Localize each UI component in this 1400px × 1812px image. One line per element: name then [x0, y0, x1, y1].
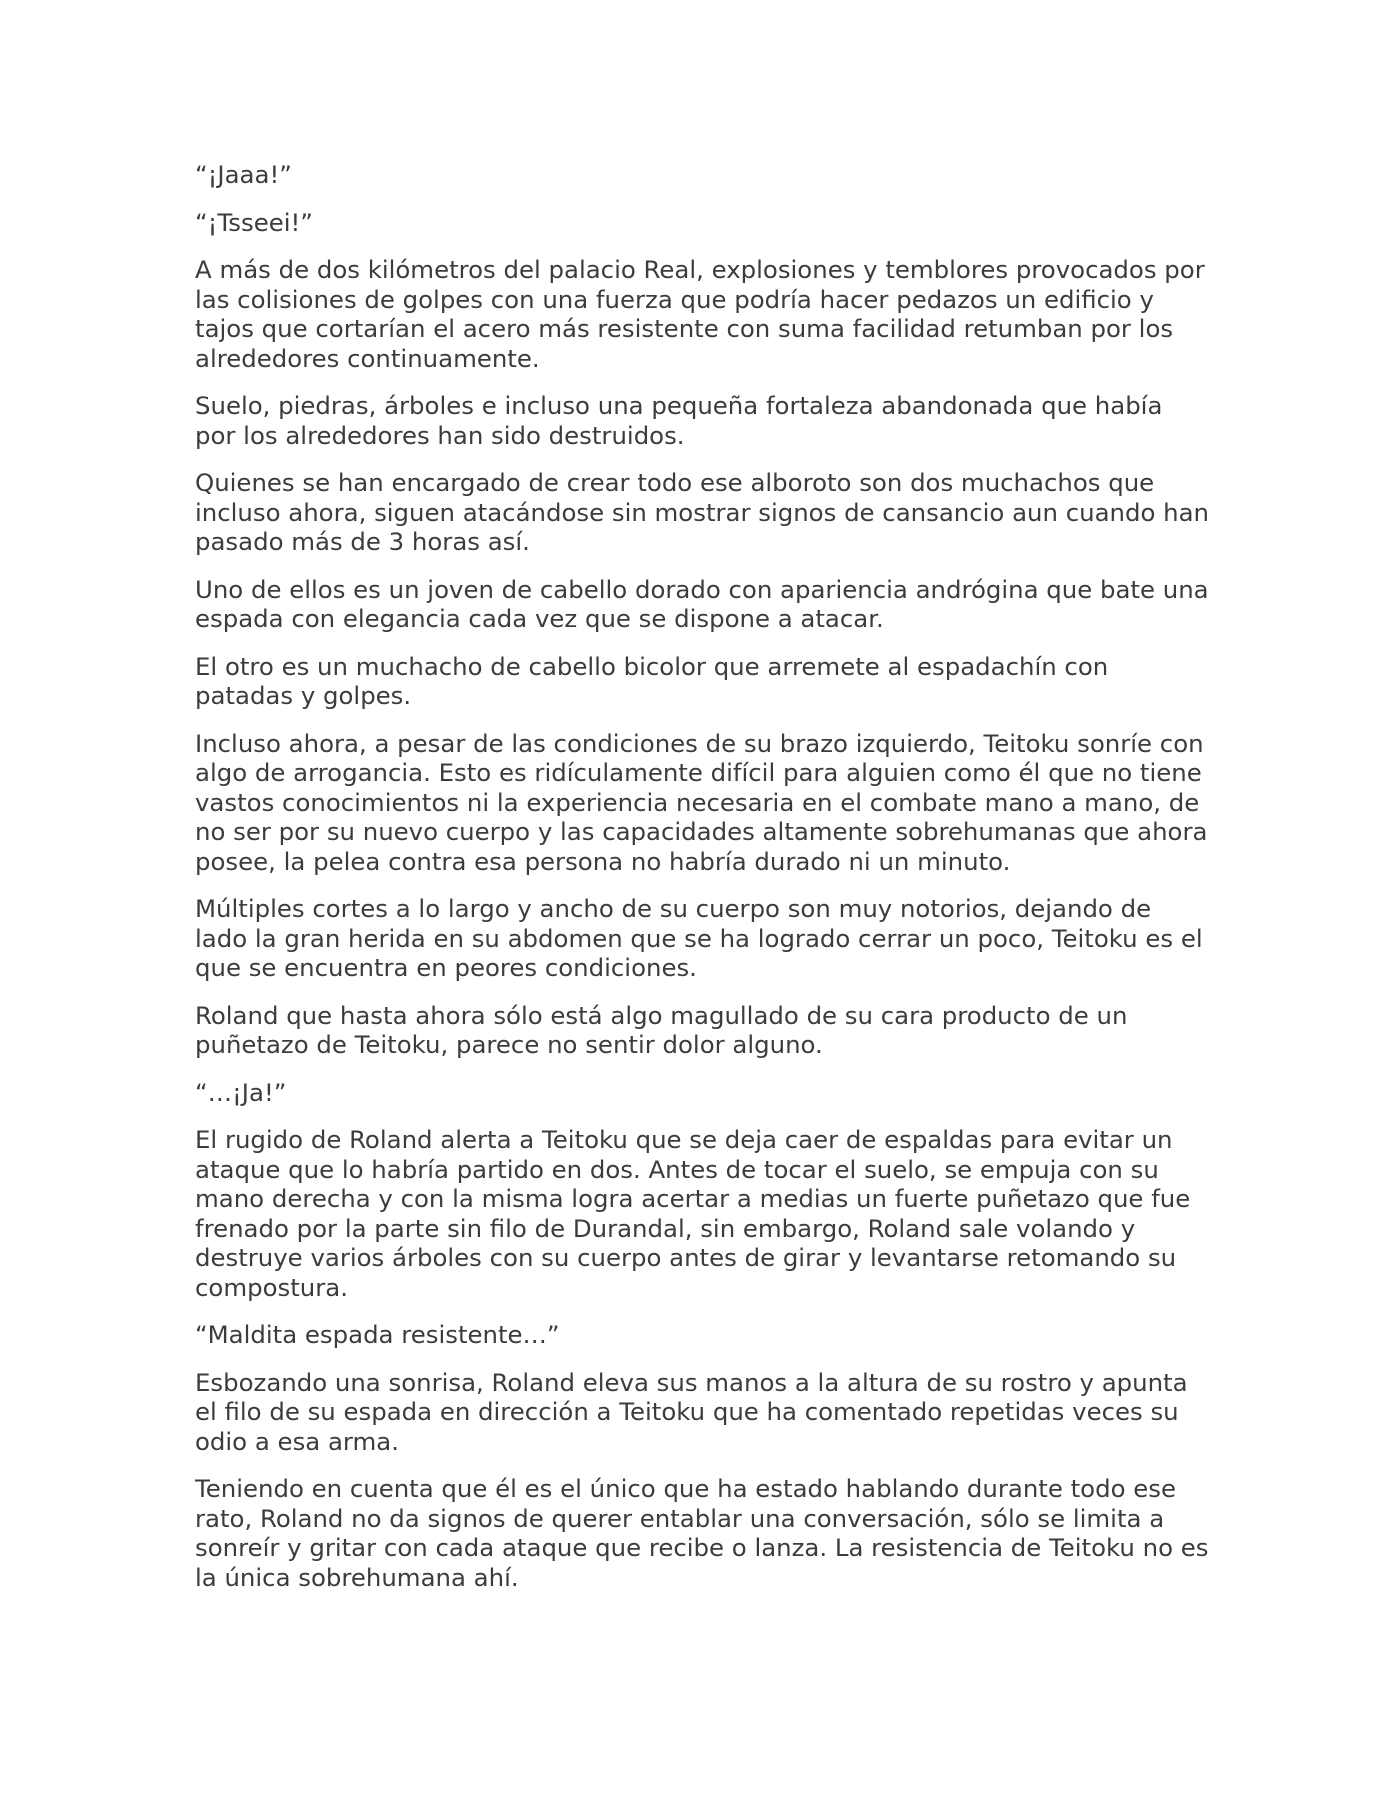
paragraph-5: Quienes se han encargado de crear todo ese alboroto son dos muchachos que incluso ahora, siguen atacándose sin mostrar signos de cansancio aun cuando han pasado más de 3 horas así.: [195, 468, 1210, 556]
paragraph-6: Uno de ellos es un joven de cabello dorado con apariencia andrógina que bate una espada con elegancia cada vez que se dispone a atacar.: [195, 574, 1209, 633]
paragraph-dialogue-1: “¡Jaaa!”: [195, 160, 292, 189]
paragraph-7: El otro es un muchacho de cabello bicolor que arremete al espadachín con patadas y golpes.: [195, 651, 1109, 710]
paragraph-dialogue-2: “¡Tsseei!”: [195, 207, 313, 237]
paragraph-12: El rugido de Roland alerta a Teitoku que se deja caer de espaldas para evitar un ataque que lo habría partido en dos. Antes de tocar el suelo, se empuja con su mano derecha y con la misma logra acertar a medias un fuerte puñetazo que fue frenado por la parte sin filo de Durandal, sin embargo, Roland sale volando y destruye varios árboles con su cuerpo antes de girar y levantarse retomando su compostura.: [195, 1125, 1191, 1302]
paragraph-dialogue-11: “…¡Ja!”: [195, 1077, 287, 1107]
paragraph-15: Teniendo en cuenta que él es el único que ha estado hablando durante todo ese rato, Roland no da signos de querer entablar una conversación, sólo se limita a sonreír y gritar con cada ataque que recibe o lanza. La resistencia de Teitoku no es la única sobrehumana ahí.: [195, 1474, 1209, 1592]
paragraph-9: Múltiples cortes a lo largo y ancho de su cuerpo son muy notorios, dejando de lado la gran herida en su abdomen que se ha logrado cerrar un poco, Teitoku es el que se encuentra en peores condiciones.: [195, 894, 1203, 982]
paragraph-14: Esbozando una sonrisa, Roland eleva sus manos a la altura de su rostro y apunta el filo de su espada en dirección a Teitoku que ha comentado repetidas veces su odio a esa arma.: [195, 1367, 1188, 1456]
paragraph-8: Incluso ahora, a pesar de las condiciones de su brazo izquierdo, Teitoku sonríe con algo de arrogancia. Esto es ridículamente difícil para alguien como él que no tiene vastos conocimientos ni la experiencia necesaria en el combate mano a mano, de no ser por su nuevo cuerpo y las capacidades altamente sobrehumanas que ahora posee, la pelea contra esa persona no habría durado ni un minuto.: [195, 728, 1208, 876]
paragraph-4: Suelo, piedras, árboles e incluso una pequeña fortaleza abandonada que había por los alrededores han sido destruidos.: [195, 391, 1163, 450]
document-body: [195, 160, 1210, 1610]
paragraph-10: Roland que hasta ahora sólo está algo magullado de su cara producto de un puñetazo de Teitoku, parece no sentir dolor alguno.: [195, 1000, 1128, 1059]
paragraph-dialogue-13: “Maldita espada resistente…”: [195, 1320, 560, 1349]
paragraph-3: A más de dos kilómetros del palacio Real, explosiones y temblores provocados por las colisiones de golpes con una fuerza que podría hacer pedazos un edificio y tajos que cortarían el acero más resistente con suma facilidad retumban por los alrededores continuamente.: [195, 255, 1205, 373]
